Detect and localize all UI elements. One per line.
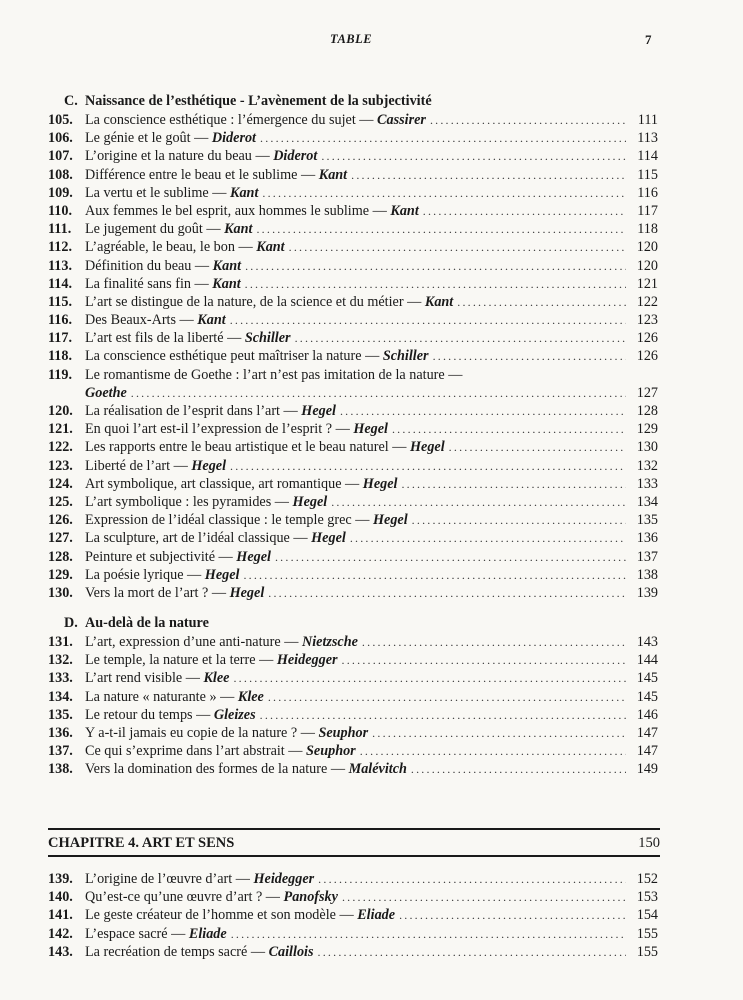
entry-author: Heidegger (253, 871, 315, 887)
toc-entry[interactable] (48, 724, 658, 742)
entry-title: La finalité sans fin — (85, 275, 213, 292)
toc-entry[interactable] (48, 202, 658, 220)
toc-entry[interactable] (48, 584, 658, 602)
entry-author: Eliade (188, 925, 227, 942)
entry-page: 139 (636, 584, 658, 601)
entry-page: 123 (636, 312, 658, 329)
entry-page: 137 (636, 548, 658, 565)
entry-page: 132 (636, 457, 658, 474)
entry-title: Le romantisme de Goethe : l’art n’est pas imitation de la nature — (85, 366, 463, 383)
entry-title: La recréation de temps sacré — (85, 943, 269, 960)
toc-entry[interactable] (48, 706, 658, 724)
entry-author: Schiller (244, 330, 291, 347)
entry-author: Panofsky (283, 889, 338, 906)
entry-title-line (85, 238, 285, 256)
entry-title-line (85, 529, 346, 547)
entry-title-line (85, 475, 397, 493)
running-title: TABLE (330, 32, 373, 46)
entry-page: 114 (637, 148, 658, 165)
entry-title: En quoi l’art est-il l’expression de l’esprit ? — (85, 421, 354, 438)
entry-number: 115. (48, 293, 73, 310)
entry-number: 109. (48, 184, 73, 201)
page-number: 7 (645, 32, 652, 47)
entry-page: 127 (636, 384, 658, 401)
entry-author: Hegel (229, 584, 265, 601)
entry-number: 119. (48, 366, 73, 383)
entry-page: 155 (636, 943, 658, 960)
leader-dots (264, 584, 626, 602)
entry-title-line (85, 548, 271, 566)
entry-title: L’art, expression d’une anti-nature — (85, 634, 302, 650)
entry-title: Art symbolique, art classique, art romantique — (85, 475, 363, 492)
entry-title: L’espace sacré — (85, 925, 189, 942)
entry-number: 143. (48, 943, 73, 960)
entry-author: Hegel (236, 548, 271, 565)
entry-page: 145 (636, 670, 658, 687)
entry-page: 133 (636, 475, 658, 492)
entry-author: Diderot (273, 148, 318, 165)
entry-author: Kant (212, 257, 242, 274)
entry-title: Le retour du temps — (85, 706, 214, 723)
entry-number: 114. (48, 275, 73, 292)
entry-title-line (85, 166, 347, 184)
entry-title-line (85, 888, 338, 906)
entry-number: 133. (48, 670, 73, 687)
toc-entry[interactable] (48, 347, 658, 365)
entry-number: 131. (48, 634, 73, 650)
entry-author: Hegel (311, 530, 346, 547)
leader-dots (358, 633, 626, 651)
section-heading (48, 614, 658, 633)
entry-title-line (85, 311, 226, 329)
entry-title-line (85, 724, 368, 742)
entry-author: Eliade (357, 907, 396, 924)
leader-dots (256, 129, 626, 147)
leader-dots (397, 475, 626, 493)
entry-title-line (85, 457, 226, 475)
leader-dots (314, 943, 626, 961)
section-letter: D. (64, 615, 78, 631)
chapter-title: CHAPITRE 4. ART ET SENS (48, 834, 235, 851)
toc-entry[interactable] (48, 420, 658, 438)
entry-title-line (85, 870, 314, 888)
toc-entry[interactable] (48, 257, 658, 275)
chapter-heading[interactable] (48, 832, 660, 854)
toc-entry[interactable] (48, 438, 658, 456)
toc-entry[interactable] (48, 311, 658, 329)
chapter-rule-bottom (48, 855, 660, 857)
entry-author: Kant (256, 239, 285, 256)
leader-dots (317, 147, 626, 165)
entry-title-line (85, 129, 256, 147)
toc-entry[interactable] (48, 402, 658, 420)
entry-page: 145 (636, 688, 658, 705)
leader-dots (407, 760, 626, 778)
entry-page: 118 (637, 221, 658, 238)
entry-page: 129 (636, 421, 658, 438)
entry-number: 122. (48, 439, 73, 456)
leader-dots (429, 347, 626, 365)
entry-author: Goethe (85, 384, 127, 401)
entry-title: La nature « naturante » — (85, 688, 238, 705)
entry-number: 129. (48, 566, 73, 583)
section-d (48, 614, 658, 779)
entry-title: L’art symbolique : les pyramides — (85, 493, 293, 510)
entry-number: 107. (48, 148, 73, 165)
leader-dots (356, 742, 626, 760)
entry-title: Expression de l’idéal classique : le temple grec — (85, 512, 373, 529)
entry-title: Le geste créateur de l’homme et son modèle — (85, 907, 358, 924)
entry-title: L’art rend visible — (85, 670, 204, 687)
entry-title-line (85, 402, 336, 420)
toc-entries (48, 870, 658, 961)
toc-entry[interactable] (48, 688, 658, 706)
entry-author: Kant (230, 184, 259, 201)
entry-title-line (85, 293, 453, 311)
entry-title: Vers la domination des formes de la nature — (85, 761, 349, 778)
chapter-4-entries (48, 870, 658, 961)
entry-title: L’origine et la nature du beau — (85, 148, 274, 165)
leader-dots (445, 438, 626, 456)
chapter-rule-top (48, 828, 660, 830)
entry-title-line (85, 202, 419, 220)
toc-entry[interactable] (48, 906, 658, 924)
leader-dots (368, 724, 626, 742)
leader-dots (338, 651, 626, 669)
entry-author: Kant (390, 202, 419, 219)
entry-number: 121. (48, 421, 73, 438)
entry-title: Définition du beau — (85, 257, 213, 274)
entry-author: Hegel (204, 566, 240, 583)
toc-entry[interactable] (48, 566, 658, 584)
entry-title-line (85, 688, 264, 706)
entry-page: 113 (637, 130, 658, 147)
leader-dots (239, 566, 626, 584)
entry-author: Kant (424, 293, 454, 310)
entry-title-line (85, 275, 241, 293)
leader-dots (327, 493, 626, 511)
entry-title-line (85, 111, 426, 129)
leader-dots (226, 457, 626, 475)
toc-entry[interactable] (48, 511, 658, 529)
entry-number: 125. (48, 493, 73, 510)
entry-number: 130. (48, 584, 73, 601)
entry-number: 126. (48, 512, 73, 529)
entry-page: 134 (636, 493, 658, 510)
section-title: Naissance de l’esthétique - L’avènement de la subjectivité (85, 93, 432, 109)
section-letter: C. (64, 93, 78, 109)
entry-title-line (85, 184, 258, 202)
entry-author: Hegel (373, 512, 408, 529)
entry-author: Heidegger (276, 652, 338, 669)
leader-dots (256, 706, 626, 724)
entry-title-line (85, 925, 227, 943)
entry-title-line (85, 420, 388, 438)
leader-dots (127, 384, 626, 402)
entry-title-line (85, 147, 317, 165)
entry-number: 134. (48, 688, 73, 705)
entry-author: Hegel (410, 439, 445, 456)
entry-page: 116 (637, 184, 658, 201)
entry-number: 132. (48, 652, 73, 669)
toc-entry[interactable] (48, 184, 658, 202)
leader-dots (419, 202, 626, 220)
section-title: Au-delà de la nature (85, 615, 209, 631)
entry-title-line (85, 584, 264, 602)
entry-author: Malévitch (348, 761, 407, 778)
entry-title: Vers la mort de l’art ? — (85, 584, 230, 601)
entry-title: Qu’est-ce qu’une œuvre d’art ? — (85, 889, 284, 906)
leader-dots (347, 166, 626, 184)
entry-page: 143 (636, 634, 658, 650)
entry-number: 117. (48, 330, 73, 347)
leader-dots (346, 529, 626, 547)
entry-title-line (85, 220, 252, 238)
entry-number: 124. (48, 475, 73, 492)
leader-dots (271, 548, 626, 566)
entry-title: Peinture et subjectivité — (85, 548, 237, 565)
entry-author: Kant (318, 166, 348, 183)
leader-dots (388, 420, 626, 438)
section-heading (48, 92, 658, 111)
toc-entry[interactable] (48, 238, 658, 256)
entry-number: 137. (48, 743, 73, 760)
toc-entries (48, 633, 658, 779)
toc-entry[interactable] (48, 275, 658, 293)
toc-entry[interactable] (48, 548, 658, 566)
toc-entry[interactable] (48, 943, 658, 961)
entry-author: Nietzsche (301, 634, 358, 650)
entry-author: Kant (212, 275, 241, 292)
entry-page: 122 (636, 293, 658, 310)
leader-dots (285, 238, 626, 256)
entry-author: Seuphor (306, 743, 356, 760)
entry-author: Klee (237, 688, 264, 705)
leader-dots (241, 275, 626, 293)
entry-number: 106. (48, 130, 73, 147)
leader-dots (395, 906, 626, 924)
entry-number: 135. (48, 706, 73, 723)
toc-entry[interactable] (48, 742, 658, 760)
entry-title: Le jugement du goût — (85, 221, 225, 238)
entry-title: La sculpture, art de l’idéal classique — (85, 530, 312, 547)
entry-page: 147 (636, 743, 658, 760)
entry-page: 155 (636, 925, 658, 942)
entry-number: 110. (48, 202, 73, 219)
entry-page: 115 (637, 166, 658, 183)
toc-entry[interactable] (48, 475, 658, 493)
entry-title: L’origine de l’œuvre d’art — (85, 871, 254, 887)
entry-author: Schiller (382, 348, 429, 365)
entry-number: 118. (48, 348, 73, 365)
entry-title-line (85, 943, 314, 961)
entry-title-line (85, 493, 327, 511)
entry-page: 144 (636, 652, 658, 669)
toc-entry[interactable] (48, 111, 658, 129)
entry-number: 113. (48, 257, 73, 274)
toc-entry[interactable] (48, 220, 658, 238)
leader-dots (264, 688, 626, 706)
entry-title: L’agréable, le beau, le bon — (85, 239, 257, 256)
entry-author: Klee (203, 670, 230, 687)
leader-dots (314, 870, 626, 888)
entry-title-line (85, 760, 407, 778)
entry-number: 116. (48, 312, 73, 329)
toc-entry[interactable] (48, 329, 658, 347)
leader-dots (252, 220, 626, 238)
entry-page: 146 (636, 706, 658, 723)
leader-dots (453, 293, 626, 311)
chapter-page: 150 (638, 834, 660, 851)
entry-number: 136. (48, 724, 73, 741)
entry-author: Kant (197, 312, 226, 329)
entry-page: 153 (636, 889, 658, 906)
section-c (48, 92, 658, 602)
leader-dots (241, 257, 626, 275)
entry-author: Gleizes (213, 706, 256, 723)
entry-page: 120 (636, 239, 658, 256)
entry-title-line (85, 706, 256, 724)
entry-author: Caillois (268, 943, 314, 960)
toc-entry[interactable] (48, 166, 658, 184)
toc-entry[interactable] (48, 366, 658, 402)
leader-dots (227, 925, 626, 943)
entry-page: 126 (636, 330, 658, 347)
entry-title: Liberté de l’art — (85, 457, 192, 474)
entry-title: Différence entre le beau et le sublime — (85, 166, 319, 183)
entry-page: 154 (636, 907, 658, 924)
leader-dots (226, 311, 626, 329)
entry-title-line (85, 566, 239, 584)
leader-dots (408, 511, 626, 529)
entry-title: Le génie et le goût — (85, 130, 212, 147)
entry-number: 141. (48, 907, 73, 924)
entry-page: 149 (636, 761, 658, 778)
entry-title: La vertu et le sublime — (85, 184, 230, 201)
entry-number: 142. (48, 925, 73, 942)
entry-author: Hegel (191, 457, 227, 474)
entry-title-line (85, 669, 229, 687)
entry-title: L’art est fils de la liberté — (85, 330, 245, 347)
entry-author: Seuphor (318, 724, 369, 741)
toc-entry[interactable] (48, 293, 658, 311)
entry-page: 138 (636, 566, 658, 583)
toc-entry[interactable] (48, 669, 658, 687)
toc-entry[interactable] (48, 129, 658, 147)
leader-dots (258, 184, 626, 202)
entry-title-line (85, 511, 408, 529)
page-header (0, 28, 743, 50)
entry-page: 152 (636, 871, 658, 887)
leader-dots (291, 329, 626, 347)
leader-dots (229, 669, 626, 687)
entry-title-line (85, 347, 429, 365)
entry-title: La conscience esthétique : l’émergence du sujet — (85, 112, 378, 128)
entry-page: 130 (636, 439, 658, 456)
entry-number: 139. (48, 871, 73, 887)
leader-dots (336, 402, 626, 420)
leader-dots (338, 888, 626, 906)
toc-entries (48, 111, 658, 602)
entry-title: La poésie lyrique — (85, 566, 205, 583)
entry-title: Des Beaux-Arts — (85, 312, 198, 329)
entry-title: La conscience esthétique peut maîtriser la nature — (85, 348, 383, 365)
entry-title-line (85, 438, 445, 456)
entry-page: 120 (636, 257, 658, 274)
entry-title-line (85, 633, 358, 651)
entry-title: La réalisation de l’esprit dans l’art — (85, 403, 302, 420)
entry-author: Hegel (362, 475, 398, 492)
entry-title: L’art se distingue de la nature, de la science et du métier — (85, 293, 425, 310)
entry-title: Y a-t-il jamais eu copie de la nature ? — (85, 724, 319, 741)
entry-author: Hegel (353, 421, 388, 438)
entry-author: Kant (224, 221, 253, 238)
entry-number: 111. (48, 221, 72, 238)
entry-page: 126 (636, 348, 658, 365)
entry-number: 120. (48, 403, 73, 420)
entry-number: 123. (48, 457, 73, 474)
entry-page: 121 (636, 275, 658, 292)
entry-title-line (85, 742, 356, 760)
entry-page: 135 (636, 512, 658, 529)
entry-title: Aux femmes le bel esprit, aux hommes le sublime — (85, 202, 391, 219)
entry-number: 128. (48, 548, 73, 565)
entry-number: 108. (48, 166, 73, 183)
leader-dots (426, 111, 626, 129)
entry-number: 140. (48, 889, 73, 906)
entry-number: 127. (48, 530, 73, 547)
entry-page: 111 (637, 112, 658, 128)
entry-title-line (85, 651, 338, 669)
entry-title: Les rapports entre le beau artistique et le beau naturel — (85, 439, 410, 456)
entry-number: 112. (48, 239, 73, 256)
toc-entry[interactable] (48, 870, 658, 888)
entry-author: Hegel (301, 403, 336, 420)
entry-page: 147 (636, 724, 658, 741)
toc-entry[interactable] (48, 529, 658, 547)
entry-title-line (85, 329, 291, 347)
toc-entry[interactable] (48, 651, 658, 669)
entry-title: Ce qui s’exprime dans l’art abstrait — (85, 743, 307, 760)
entry-author: Hegel (292, 493, 328, 510)
entry-number: 105. (48, 112, 73, 128)
entry-author: Cassirer (377, 112, 426, 128)
entry-author: Diderot (211, 130, 256, 147)
entry-title-line (85, 257, 241, 275)
toc-entry[interactable] (48, 457, 658, 475)
entry-title-line (85, 906, 395, 924)
toc-entry[interactable] (48, 888, 658, 906)
toc-entry[interactable] (48, 925, 658, 943)
toc-entry[interactable] (48, 633, 658, 651)
toc-entry[interactable] (48, 147, 658, 165)
toc-entry[interactable] (48, 760, 658, 778)
entry-number: 138. (48, 761, 73, 778)
toc-entry[interactable] (48, 493, 658, 511)
entry-page: 117 (637, 202, 658, 219)
entry-page: 136 (636, 530, 658, 547)
entry-title: Le temple, la nature et la terre — (85, 652, 277, 669)
entry-page: 128 (636, 403, 658, 420)
